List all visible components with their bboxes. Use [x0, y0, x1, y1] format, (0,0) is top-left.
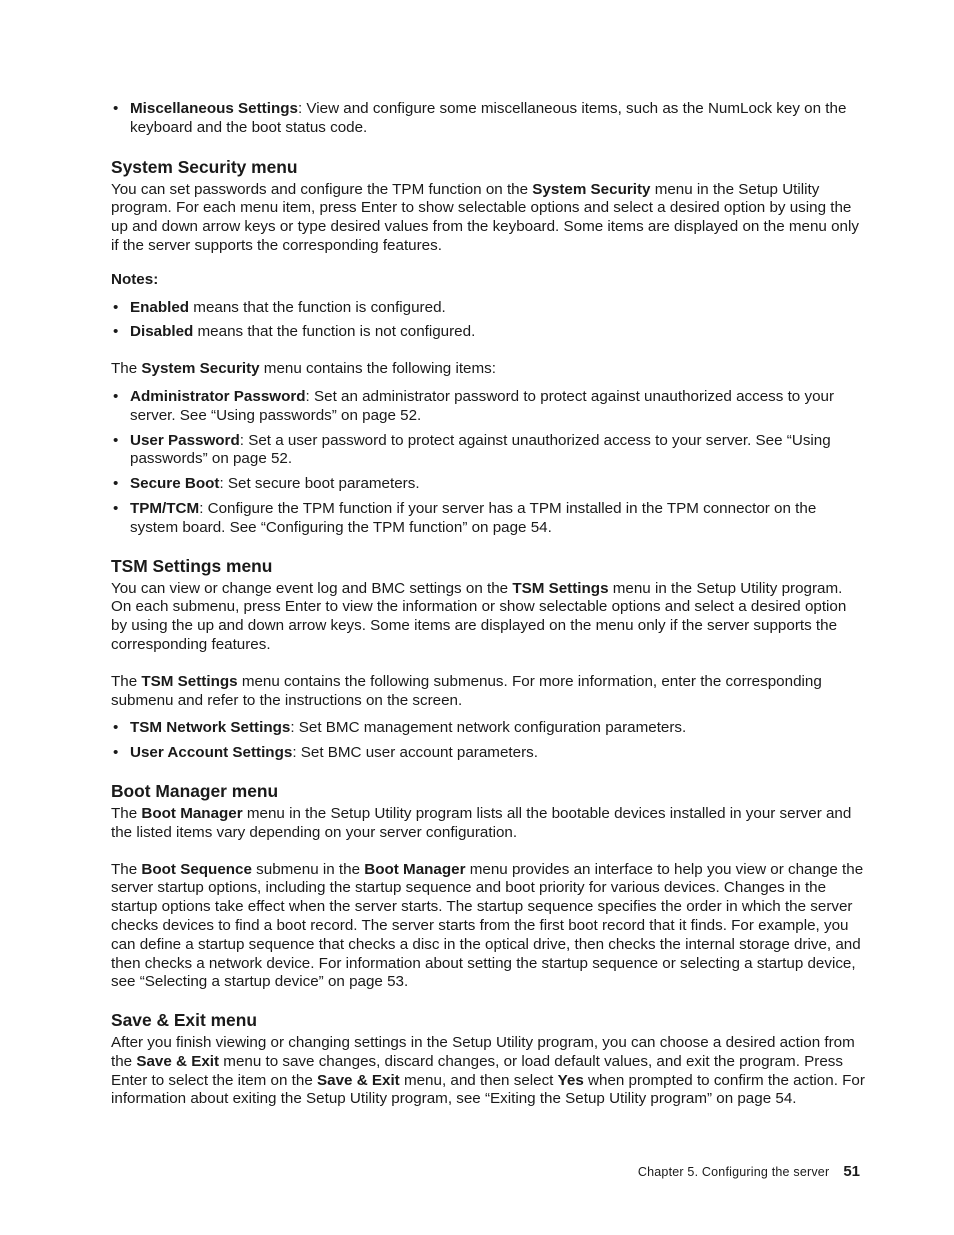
tsm-settings-items [111, 719, 866, 763]
text-run: The [111, 804, 142, 822]
list-item-term: TSM Network Settings [130, 719, 291, 737]
paragraph [111, 861, 866, 993]
list-item-text: : Set an administrator password to protect against unauthorized access to your server. See “Using passwords” on page 52. [130, 387, 835, 424]
list-item-text: : Set secure boot parameters. [219, 475, 420, 493]
bold-term: Boot Manager [364, 860, 466, 878]
list-item [111, 719, 866, 738]
list-item [111, 388, 866, 426]
paragraph [111, 673, 866, 711]
list-item-term: Secure Boot [130, 475, 220, 493]
bold-term: Save & Exit [317, 1071, 400, 1089]
section-heading-system-security: System Security menu [111, 156, 298, 177]
list-item-text: : Set a user password to protect against unauthorized access to your server. See “Using passwords” on page 52. [130, 431, 831, 468]
text-run: The [111, 360, 142, 378]
list-item [111, 744, 866, 763]
text-run: After you finish viewing or changing settings in the Setup Utility program, you can choose a desired action from the [111, 1034, 855, 1070]
bold-term: Save & Exit [136, 1052, 220, 1070]
list-item-text: : Set BMC management network configuration parameters. [290, 719, 687, 737]
text-run: The [111, 672, 142, 690]
list-item-term: TPM/TCM [130, 499, 200, 517]
list-item-text: : Configure the TPM function if your server has a TPM installed in the TPM connector on the system board. See “Configuring the TPM function” on page 54. [130, 499, 817, 536]
text-run: menu contains the following items: [259, 360, 496, 378]
intro-bullet-list [111, 100, 866, 138]
paragraph [111, 360, 866, 379]
text-run: menu in the Setup Utility program. On each submenu, press Enter to view the information or show selectable options and select a desired option by using the up and down arrow keys. Some items are displayed on the menu only if the server supports the corresponding features. [111, 579, 847, 653]
bold-term: TSM Settings [512, 579, 609, 597]
system-security-items [111, 388, 866, 538]
notes-label-text: Notes: [111, 270, 159, 288]
bold-term: Boot Manager [141, 804, 243, 822]
list-item-term: Disabled [130, 323, 194, 341]
text-run: menu, and then select [399, 1071, 558, 1089]
paragraph [111, 181, 866, 256]
bold-term: System Security [141, 360, 260, 378]
list-item-term: Enabled [130, 298, 190, 316]
text-run: when prompted to confirm the action. For information about exiting the Setup Utility program, see “Exiting the Setup Utility program” on page 54. [111, 1071, 865, 1108]
paragraph [111, 1034, 866, 1109]
list-item-text: : Set BMC user account parameters. [292, 744, 538, 762]
text-run: menu to save changes, discard changes, or load default values, and exit the program. Press Enter to select the item on the [111, 1052, 843, 1089]
text-run: menu in the Setup Utility program lists all the bootable devices installed in your server and the listed items vary depending on your server configuration. [111, 804, 852, 841]
list-item [111, 100, 866, 138]
notes-label [111, 271, 866, 290]
list-item [111, 323, 866, 342]
bold-term: TSM Settings [141, 672, 238, 690]
bold-term: Yes [557, 1071, 584, 1089]
text-run: You can view or change event log and BMC settings on the [111, 579, 513, 597]
list-item-term: User Password [130, 431, 240, 449]
bold-term: System Security [532, 180, 651, 198]
text-run: menu contains the following submenus. For more information, enter the corresponding submenu and refer to the instructions on the screen. [111, 672, 822, 709]
list-item-text: means that the function is not configured. [193, 323, 476, 341]
text-run: submenu in the [251, 860, 365, 878]
paragraph [111, 580, 866, 655]
bold-term: Boot Sequence [141, 860, 252, 878]
list-item-term: Administrator Password [130, 387, 306, 405]
text-run: The [111, 860, 142, 878]
section-heading-save-exit: Save & Exit menu [111, 1010, 257, 1031]
section-heading-tsm-settings: TSM Settings menu [111, 555, 273, 576]
list-item [111, 475, 866, 494]
list-item [111, 500, 866, 538]
list-item-text: : View and configure some miscellaneous items, such as the NumLock key on the keyboard and the boot status code. [130, 100, 847, 136]
list-item-text: means that the function is configured. [189, 298, 446, 316]
page-footer [638, 1163, 860, 1181]
page-content [111, 100, 866, 1109]
text-run: You can set passwords and configure the TPM function on the [111, 180, 533, 198]
paragraph [111, 805, 866, 843]
page-number: 51 [843, 1163, 860, 1180]
section-heading-boot-manager: Boot Manager menu [111, 780, 279, 801]
list-item-term: Miscellaneous Settings [130, 100, 298, 117]
text-run: menu provides an interface to help you view or change the server startup options, including the startup sequence and boot priority for various devices. Changes in the startup options take effect when the server starts. The startup sequence specifies the order in which the server checks devices to find a boot record. The server starts from the first boot record that it finds. For example, you can define a startup sequence that checks a disc in the optical drive, then checks the internal storage drive, and then checks a network device. For information about setting the startup sequence or selecting a startup device, see “Selecting a startup device” on page 53. [111, 860, 864, 991]
footer-chapter: Chapter 5. Configuring the server [637, 1165, 830, 1179]
list-item-term: User Account Settings [130, 744, 293, 762]
list-item [111, 299, 866, 318]
notes-list [111, 299, 866, 343]
list-item [111, 432, 866, 470]
text-run: menu in the Setup Utility program. For each menu item, press Enter to show selectable options and select a desired option by using the up and down arrow keys or type desired values from the keyboard. Some items are displayed on the menu only if the server supports the corresponding features. [111, 180, 859, 254]
